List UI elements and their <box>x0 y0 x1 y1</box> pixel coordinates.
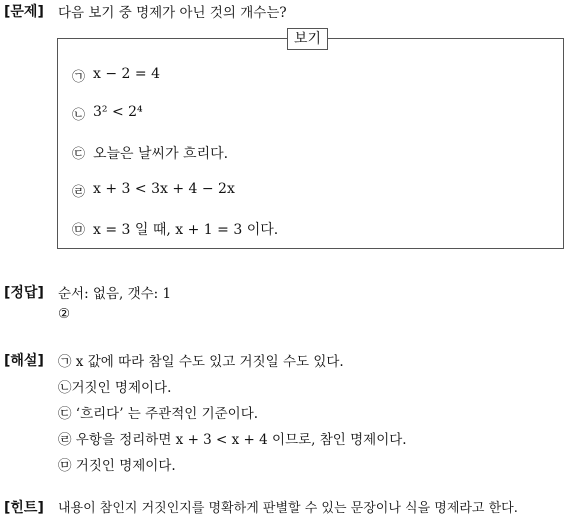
item-mark-5: ㉤ <box>72 223 86 238</box>
example-item-5: x = 3 일 때, x + 1 = 3 이다. <box>93 222 279 238</box>
explanation-line-1: ㉠ x 값에 따라 참일 수도 있고 거짓일 수도 있다. <box>58 354 344 370</box>
item-mark-1: ㉠ <box>72 70 86 85</box>
problem-question: 다음 보기 중 명제가 아닌 것의 개수는? <box>58 5 287 21</box>
explanation-tag: [해설] <box>4 353 44 369</box>
examples-box-title: 보기 <box>287 28 328 50</box>
item-mark-3: ㉢ <box>72 147 86 162</box>
item-mark-4: ㉣ <box>72 185 86 200</box>
hint-tag: [힌트] <box>4 500 44 516</box>
example-item-1: x − 2 = 4 <box>93 66 160 82</box>
explanation-line-2: ㉡거짓인 명제이다. <box>58 380 172 396</box>
example-item-4: x + 3 < 3x + 4 − 2x <box>93 181 235 197</box>
example-item-3: 오늘은 날씨가 흐리다. <box>93 146 229 162</box>
problem-tag: [문제] <box>4 4 44 20</box>
hint-text: 내용이 참인지 거짓인지를 명확하게 판별할 수 있는 문장이나 식을 명제라고 한다. <box>58 501 518 516</box>
item-mark-2: ㉡ <box>72 108 86 123</box>
explanation-line-5: ㉤ 거짓인 명제이다. <box>58 458 176 474</box>
explanation-line-3: ㉢ ‘흐리다’ 는 주관적인 기준이다. <box>58 406 259 422</box>
answer-line: 순서: 없음, 갯수: 1 <box>58 286 172 302</box>
example-item-2: 3² < 2⁴ <box>93 104 143 120</box>
explanation-line-4: ㉣ 우항을 정리하면 x + 3 < x + 4 이므로, 참인 명제이다. <box>58 432 407 448</box>
answer-tag: [정답] <box>4 285 44 301</box>
answer-choice: ② <box>58 306 71 322</box>
